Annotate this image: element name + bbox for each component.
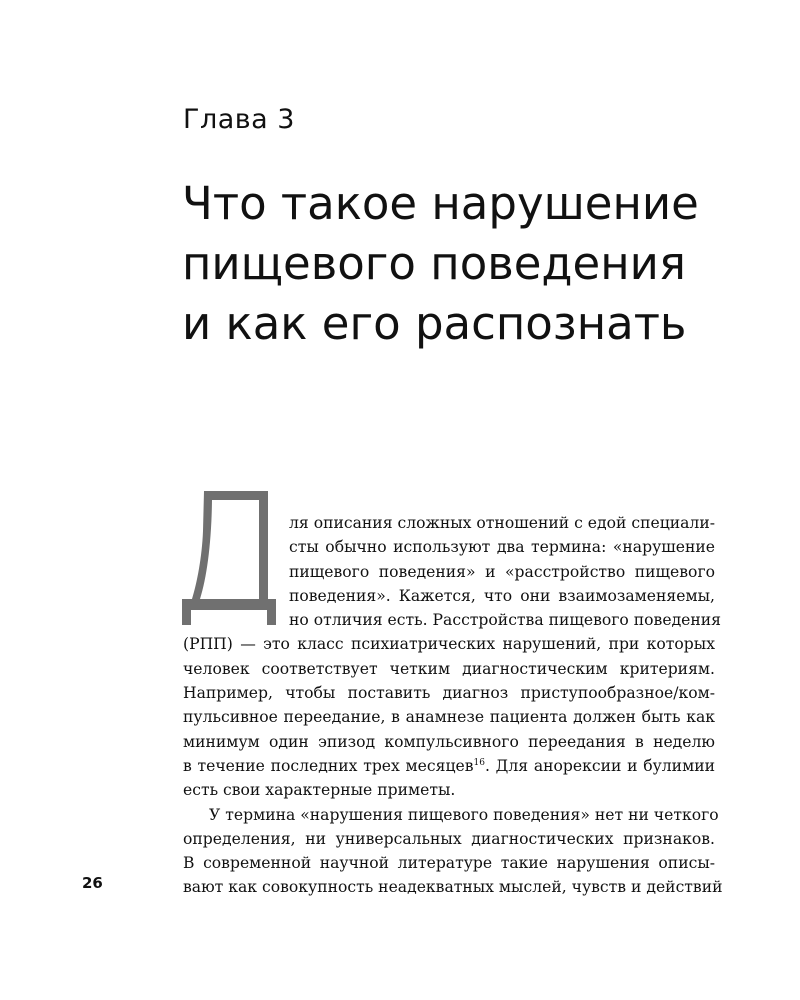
paragraph-line: Например, чтобы поставить диагноз приступообразное/ком-	[183, 684, 715, 703]
paragraph-line: пищевого поведения» и «расстройство пищевого	[289, 562, 715, 581]
page-number: 26	[82, 874, 103, 892]
line-text: в течение последних трех месяцев	[183, 756, 474, 775]
chapter-title-line: и как его распознать	[182, 297, 687, 350]
paragraph-line: (РПП) — это класс психиатрических нарушений, при которых	[183, 635, 715, 654]
chapter-title-line: Что такое нарушение	[182, 177, 699, 230]
paragraph-line: поведения». Кажется, что они взаимозаменяемы,	[289, 586, 715, 605]
paragraph-line-with-footnote	[183, 754, 715, 778]
paragraph-line: но отличия есть. Расстройства пищевого поведения	[289, 611, 722, 630]
paragraph-line: есть свои характерные приметы.	[183, 781, 456, 800]
chapter-title-line: пищевого поведения	[182, 237, 686, 290]
line-text: . Для анорексии и булимии	[484, 756, 715, 775]
body-text	[183, 511, 723, 900]
footnote-ref[interactable]: 16	[473, 757, 485, 768]
chapter-label: Глава 3	[183, 104, 295, 135]
paragraph-line: ля описания сложных отношений с едой специали-	[289, 514, 715, 532]
paragraph-line: человек соответствует четким диагностическим критериям.	[183, 659, 715, 678]
paragraph-line: вают как совокупность неадекватных мыслей, чувств и действий	[183, 878, 723, 897]
paragraph-line: минимум один эпизод компульсивного переедания в неделю	[183, 732, 715, 751]
paragraph-line: определения, ни универсальных диагностических признаков.	[183, 829, 715, 848]
paragraph-line: сты обычно используют два термина: «нарушение	[289, 538, 715, 557]
paragraph-line: пульсивное переедание, в анамнезе пациента должен быть как	[183, 708, 715, 727]
paragraph-line: В современной научной литературе такие нарушения описы-	[183, 854, 715, 873]
chapter-title	[182, 174, 772, 354]
paragraph-line: У термина «нарушения пищевого поведения» нет ни четкого	[209, 805, 719, 824]
